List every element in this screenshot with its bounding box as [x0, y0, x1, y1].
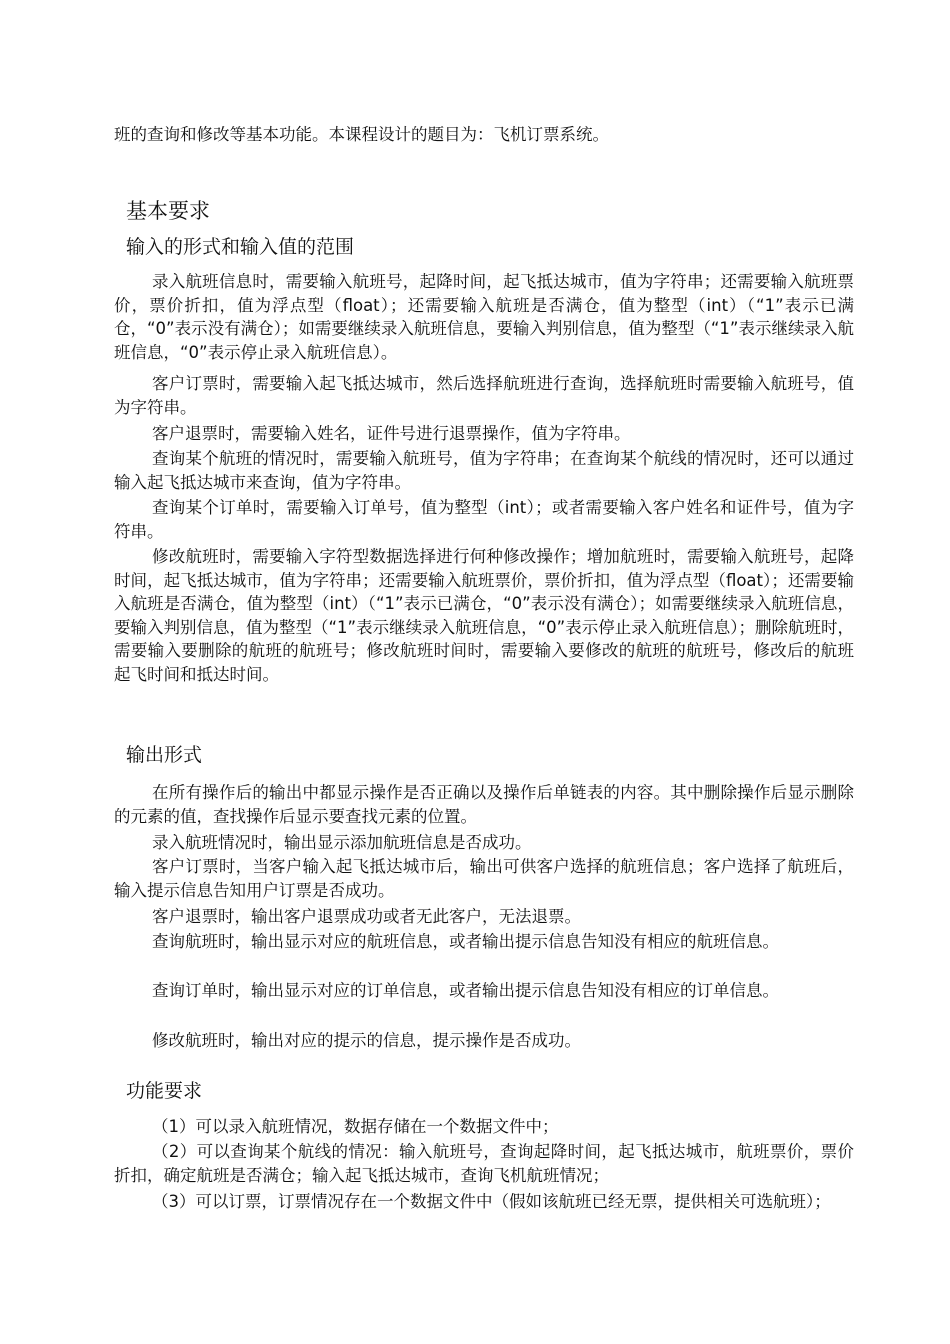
input-paragraph-2: 客户订票时，需要输入起飞抵达城市，然后选择航班进行查询，选择航班时需要输入航班号，值为字符串。 — [114, 374, 854, 417]
heading-function-requirements: 功能要求 — [126, 1080, 203, 1102]
output-paragraph-4: 客户退票时，输出客户退票成功或者无此客户，无法退票。 — [152, 907, 581, 926]
input-paragraph-3: 客户退票时，需要输入姓名，证件号进行退票操作，值为字符串。 — [152, 424, 631, 443]
input-paragraph-5: 查询某个订单时，需要输入订单号，值为整型（int）；或者需要输入客户姓名和证件号，值为字符串。 — [114, 498, 854, 541]
heading-output-format: 输出形式 — [126, 744, 203, 766]
heading-input-format: 输入的形式和输入值的范围 — [126, 236, 355, 258]
output-paragraph-1: 在所有操作后的输出中都显示操作是否正确以及操作后单链表的内容。其中删除操作后显示删除的元素的值，查找操作后显示要查找元素的位置。 — [114, 783, 854, 826]
output-paragraph-2: 录入航班情况时，输出显示添加航班信息是否成功。 — [152, 833, 532, 852]
input-paragraph-4: 查询某个航班的情况时，需要输入航班号，值为字符串；在查询某个航线的情况时，还可以通过输入起飞抵达城市来查询，值为字符串。 — [114, 449, 854, 492]
input-paragraph-1: 录入航班信息时，需要输入航班号，起降时间，起飞抵达城市，值为字符串；还需要输入航班票价，票价折扣，值为浮点型（float）；还需要输入航班是否满仓，值为整型（int）（“1”表示已满仓，“0”表示没有满仓）；如需要继续录入航班信息，要输入判别信息，值为整型（“1”表示继续录入航班信息，“0”表示停止录入航班信息）。 — [114, 272, 854, 362]
function-item-2: （2）可以查询某个航线的情况：输入航班号，查询起降时间，起飞抵达城市，航班票价，票价折扣，确定航班是否满仓；输入起飞抵达城市，查询飞机航班情况； — [114, 1142, 854, 1185]
output-paragraph-5: 查询航班时，输出显示对应的航班信息，或者输出提示信息告知没有相应的航班信息。 — [152, 932, 779, 951]
heading-basic-requirements: 基本要求 — [126, 199, 210, 223]
output-paragraph-6: 查询订单时，输出显示对应的订单信息，或者输出提示信息告知没有相应的订单信息。 — [152, 981, 779, 1000]
intro-tail-text: 班的查询和修改等基本功能。本课程设计的题目为：飞机订票系统。 — [114, 125, 609, 144]
input-paragraph-6: 修改航班时，需要输入字符型数据选择进行何种修改操作；增加航班时，需要输入航班号，起降时间，起飞抵达城市，值为字符串；还需要输入航班票价，票价折扣，值为浮点型（float）；还需要输入航班是否满仓，值为整型（int）（“1”表示已满仓，“0”表示没有满仓）；如需要继续录入航班信息，要输入判别信息，值为整型（“1”表示继续录入航班信息，“0”表示停止录入航班信息）；删除航班时，需要输入要删除的航班的航班号；修改航班时间时，需要输入要修改的航班的航班号，修改后的航班起飞时间和抵达时间。 — [114, 547, 854, 684]
function-item-1: （1）可以录入航班情况，数据存储在一个数据文件中； — [152, 1117, 559, 1136]
function-item-3: （3）可以订票，订票情况存在一个数据文件中（假如该航班已经无票，提供相关可选航班）； — [152, 1192, 831, 1211]
output-paragraph-7: 修改航班时，输出对应的提示的信息，提示操作是否成功。 — [152, 1031, 581, 1050]
output-paragraph-3: 客户订票时，当客户输入起飞抵达城市后，输出可供客户选择的航班信息；客户选择了航班后，输入提示信息告知用户订票是否成功。 — [114, 857, 854, 900]
